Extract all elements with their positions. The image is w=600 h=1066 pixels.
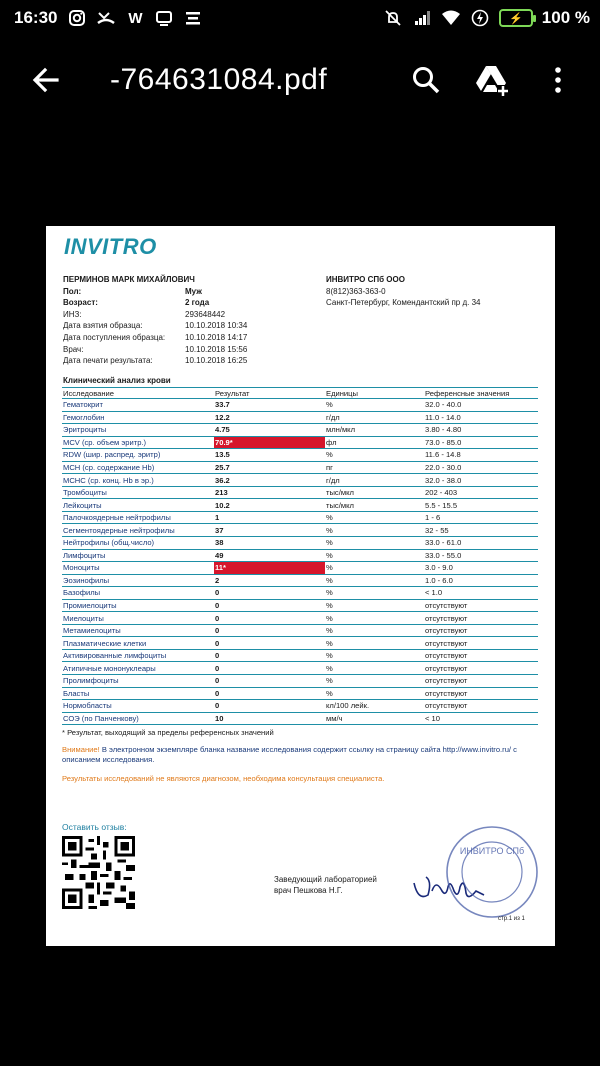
lab-name: ИНВИТРО СПб ООО <box>326 275 405 284</box>
test-unit: % <box>325 637 424 650</box>
attention-label: Внимание! <box>62 744 100 754</box>
test-name: Активированные лимфоциты <box>62 649 214 662</box>
test-unit: % <box>325 449 424 462</box>
test-reference: отсутствуют <box>424 612 538 625</box>
list-app-icon <box>183 9 203 27</box>
message-icon <box>154 9 174 27</box>
doctor-value: 10.10.2018 15:56 <box>185 344 248 354</box>
test-reference: 1.0 - 6.0 <box>424 574 538 587</box>
test-value: 70.9* <box>214 436 325 449</box>
header-test: Исследование <box>62 388 214 399</box>
test-unit: % <box>325 687 424 700</box>
test-unit: % <box>325 662 424 675</box>
table-row <box>62 712 538 725</box>
test-name: Гемоглобин <box>62 411 214 424</box>
table-row <box>62 511 538 524</box>
test-unit: % <box>325 562 424 575</box>
test-name: Базофилы <box>62 587 214 600</box>
table-row <box>62 700 538 713</box>
test-reference: 5.5 - 15.5 <box>424 499 538 512</box>
test-name: Атипичные мононуклеары <box>62 662 214 675</box>
test-value: 0 <box>214 700 325 713</box>
test-value: 0 <box>214 587 325 600</box>
test-value: 0 <box>214 624 325 637</box>
test-value: 10 <box>214 712 325 725</box>
test-value: 0 <box>214 649 325 662</box>
lab-phone: 8(812)363-363-0 <box>326 286 386 296</box>
attention-text: В электронном экземпляре бланка название исследования содержит ссылку на страницу сайта http://www.invitro.ru/ с описанием исследования. <box>62 744 517 764</box>
test-unit: % <box>325 549 424 562</box>
test-value: 0 <box>214 662 325 675</box>
test-reference: 33.0 - 61.0 <box>424 537 538 550</box>
test-name: Лимфоциты <box>62 549 214 562</box>
test-value: 0 <box>214 612 325 625</box>
table-row <box>62 562 538 575</box>
test-unit: % <box>325 524 424 537</box>
printed-value: 10.10.2018 16:25 <box>185 356 248 366</box>
table-row <box>62 424 538 437</box>
toolbar-actions <box>406 60 578 100</box>
test-unit: мм/ч <box>325 712 424 725</box>
test-name: Миелоциты <box>62 612 214 625</box>
notification-icons <box>67 9 203 27</box>
table-row <box>62 624 538 637</box>
test-value: 13.5 <box>214 449 325 462</box>
document-title: -764631084.pdf <box>110 63 328 96</box>
test-value: 0 <box>214 687 325 700</box>
table-row <box>62 599 538 612</box>
test-name: Палочкоядерные нейтрофилы <box>62 511 214 524</box>
test-reference: отсутствуют <box>424 687 538 700</box>
test-value: 37 <box>214 524 325 537</box>
test-name: Нормобласты <box>62 700 214 713</box>
table-header-row <box>62 388 538 399</box>
test-name: СОЭ (по Панченкову) <box>62 712 214 725</box>
table-row <box>62 675 538 688</box>
test-unit: % <box>325 612 424 625</box>
test-value: 10.2 <box>214 499 325 512</box>
test-value: 4.75 <box>214 424 325 437</box>
table-row <box>62 449 538 462</box>
attention-note <box>62 745 532 766</box>
sex-label: Пол: <box>63 286 82 296</box>
inz-label: ИНЗ: <box>63 309 82 319</box>
lab-address: Санкт-Петербург, Комендантский пр д. 34 <box>326 298 481 308</box>
taken-value: 10.10.2018 10:34 <box>185 321 248 331</box>
test-value: 38 <box>214 537 325 550</box>
age-value: 2 года <box>185 298 210 308</box>
results-table <box>62 387 538 725</box>
system-icons <box>383 8 590 28</box>
test-reference: 202 - 403 <box>424 486 538 499</box>
table-row <box>62 436 538 449</box>
section-title: Клинический анализ крови <box>63 376 171 385</box>
test-reference: < 10 <box>424 712 538 725</box>
test-unit: фл <box>325 436 424 449</box>
test-reference: 3.0 - 9.0 <box>424 562 538 575</box>
status-bar <box>0 0 600 36</box>
test-reference: отсутствуют <box>424 662 538 675</box>
table-row <box>62 612 538 625</box>
test-name: Эритроциты <box>62 424 214 437</box>
table-row <box>62 399 538 412</box>
table-row <box>62 524 538 537</box>
test-unit: млн/мкл <box>325 424 424 437</box>
test-name: MCV (ср. объем эритр.) <box>62 436 214 449</box>
test-unit: % <box>325 675 424 688</box>
test-reference: 73.0 - 85.0 <box>424 436 538 449</box>
test-value: 0 <box>214 599 325 612</box>
test-unit: % <box>325 624 424 637</box>
star-note: * Результат, выходящий за пределы референсных значений <box>62 728 274 737</box>
test-unit: г/дл <box>325 411 424 424</box>
test-value: 0 <box>214 675 325 688</box>
taken-label: Дата взятия образца: <box>63 321 143 331</box>
lab-info <box>326 274 480 309</box>
received-label: Дата поступления образца: <box>63 332 166 342</box>
test-value: 2 <box>214 574 325 587</box>
test-name: MCH (ср. содержание Hb) <box>62 461 214 474</box>
patient-name: ПЕРМИНОВ МАРК МИХАЙЛОВИЧ <box>63 275 195 284</box>
table-row <box>62 637 538 650</box>
add-to-drive-button[interactable] <box>472 60 512 100</box>
notes <box>62 728 532 784</box>
test-value: 33.7 <box>214 399 325 412</box>
doctor-label: Врач: <box>63 344 84 354</box>
table-row <box>62 537 538 550</box>
w-app-icon: W <box>128 9 143 27</box>
more-options-button[interactable] <box>538 60 578 100</box>
test-reference: 33.0 - 55.0 <box>424 549 538 562</box>
test-name: Пролимфоциты <box>62 675 214 688</box>
table-row <box>62 662 538 675</box>
signatory-name: врач Пешкова Н.Г. <box>274 886 343 895</box>
more-vert-icon <box>553 65 563 95</box>
test-name: Нейтрофилы (общ.число) <box>62 537 214 550</box>
test-unit: % <box>325 574 424 587</box>
signal-icon <box>412 9 432 27</box>
test-name: Гематокрит <box>62 399 214 412</box>
arrow-back-icon <box>31 65 61 95</box>
received-value: 10.10.2018 14:17 <box>185 332 248 342</box>
test-unit: % <box>325 587 424 600</box>
test-value: 11* <box>214 562 325 575</box>
printed-label: Дата печати результата: <box>63 356 153 366</box>
table-row <box>62 587 538 600</box>
test-name: Промиелоциты <box>62 599 214 612</box>
test-reference: отсутствуют <box>424 637 538 650</box>
test-reference: 3.80 - 4.80 <box>424 424 538 437</box>
test-reference: 32.0 - 38.0 <box>424 474 538 487</box>
battery-percent: 100 % <box>541 8 590 27</box>
test-reference: 22.0 - 30.0 <box>424 461 538 474</box>
test-unit: % <box>325 649 424 662</box>
qr-code[interactable] <box>62 836 135 909</box>
table-row <box>62 411 538 424</box>
test-unit: % <box>325 399 424 412</box>
table-row <box>62 649 538 662</box>
test-reference: 32 - 55 <box>424 524 538 537</box>
sex-value: Муж <box>185 286 202 296</box>
back-button[interactable] <box>24 58 68 102</box>
test-name: Лейкоциты <box>62 499 214 512</box>
test-reference: отсутствуют <box>424 599 538 612</box>
pdf-page[interactable] <box>46 226 555 946</box>
test-name: Метамиелоциты <box>62 624 214 637</box>
table-row <box>62 474 538 487</box>
test-reference: отсутствуют <box>424 624 538 637</box>
test-name: RDW (шир. распред. эритр) <box>62 449 214 462</box>
test-name: Плазматические клетки <box>62 637 214 650</box>
missed-call-icon <box>96 9 116 27</box>
disclaimer: Результаты исследований не являются диагнозом, необходима консультация специалиста. <box>62 773 385 783</box>
test-reference: 32.0 - 40.0 <box>424 399 538 412</box>
test-reference: отсутствуют <box>424 675 538 688</box>
instagram-icon <box>67 9 87 27</box>
test-reference: 11.6 - 14.8 <box>424 449 538 462</box>
invitro-logo: INVITRO <box>64 234 157 259</box>
test-unit: г/дл <box>325 474 424 487</box>
test-unit: % <box>325 511 424 524</box>
review-label: Оставить отзыв: <box>62 822 127 832</box>
test-reference: 1 - 6 <box>424 511 538 524</box>
test-value: 0 <box>214 637 325 650</box>
test-value: 12.2 <box>214 411 325 424</box>
table-row <box>62 549 538 562</box>
header-reference: Референсные значения <box>424 388 538 399</box>
table-row <box>62 687 538 700</box>
test-unit: % <box>325 599 424 612</box>
signatory <box>274 874 377 896</box>
results-body <box>62 399 538 725</box>
table-row <box>62 499 538 512</box>
drive-add-icon <box>474 63 510 97</box>
test-unit: тыс/мкл <box>325 486 424 499</box>
table-row <box>62 574 538 587</box>
mute-icon <box>383 9 403 27</box>
test-reference: 11.0 - 14.0 <box>424 411 538 424</box>
search-icon <box>411 65 441 95</box>
test-name: MCHC (ср. конц. Hb в эр.) <box>62 474 214 487</box>
test-name: Тромбоциты <box>62 486 214 499</box>
status-time: 16:30 <box>14 8 58 27</box>
test-reference: < 1.0 <box>424 587 538 600</box>
patient-info <box>63 274 247 367</box>
header-units: Единицы <box>325 388 424 399</box>
test-value: 1 <box>214 511 325 524</box>
table-row <box>62 486 538 499</box>
test-value: 25.7 <box>214 461 325 474</box>
test-value: 213 <box>214 486 325 499</box>
test-reference: отсутствуют <box>424 700 538 713</box>
app-toolbar <box>0 36 600 124</box>
page-number: стр.1 из 1 <box>498 916 525 922</box>
stamp-text: ИНВИТРО СПб <box>459 846 525 856</box>
test-name: Моноциты <box>62 562 214 575</box>
charging-icon <box>470 9 490 27</box>
battery-icon: ⚡ <box>499 9 533 27</box>
inz-value: 293648442 <box>185 309 226 319</box>
table-row <box>62 461 538 474</box>
test-name: Сегментоядерные нейтрофилы <box>62 524 214 537</box>
age-label: Возраст: <box>63 298 98 308</box>
lab-stamp <box>444 824 540 920</box>
test-unit: пг <box>325 461 424 474</box>
test-name: Бласты <box>62 687 214 700</box>
test-unit: тыс/мкл <box>325 499 424 512</box>
test-value: 49 <box>214 549 325 562</box>
test-reference: отсутствуют <box>424 649 538 662</box>
test-unit: кл/100 лейк. <box>325 700 424 713</box>
header-result: Результат <box>214 388 325 399</box>
test-value: 36.2 <box>214 474 325 487</box>
signatory-title: Заведующий лабораторией <box>274 875 377 884</box>
test-name: Эозинофилы <box>62 574 214 587</box>
wifi-icon <box>441 9 461 27</box>
search-button[interactable] <box>406 60 446 100</box>
test-unit: % <box>325 537 424 550</box>
